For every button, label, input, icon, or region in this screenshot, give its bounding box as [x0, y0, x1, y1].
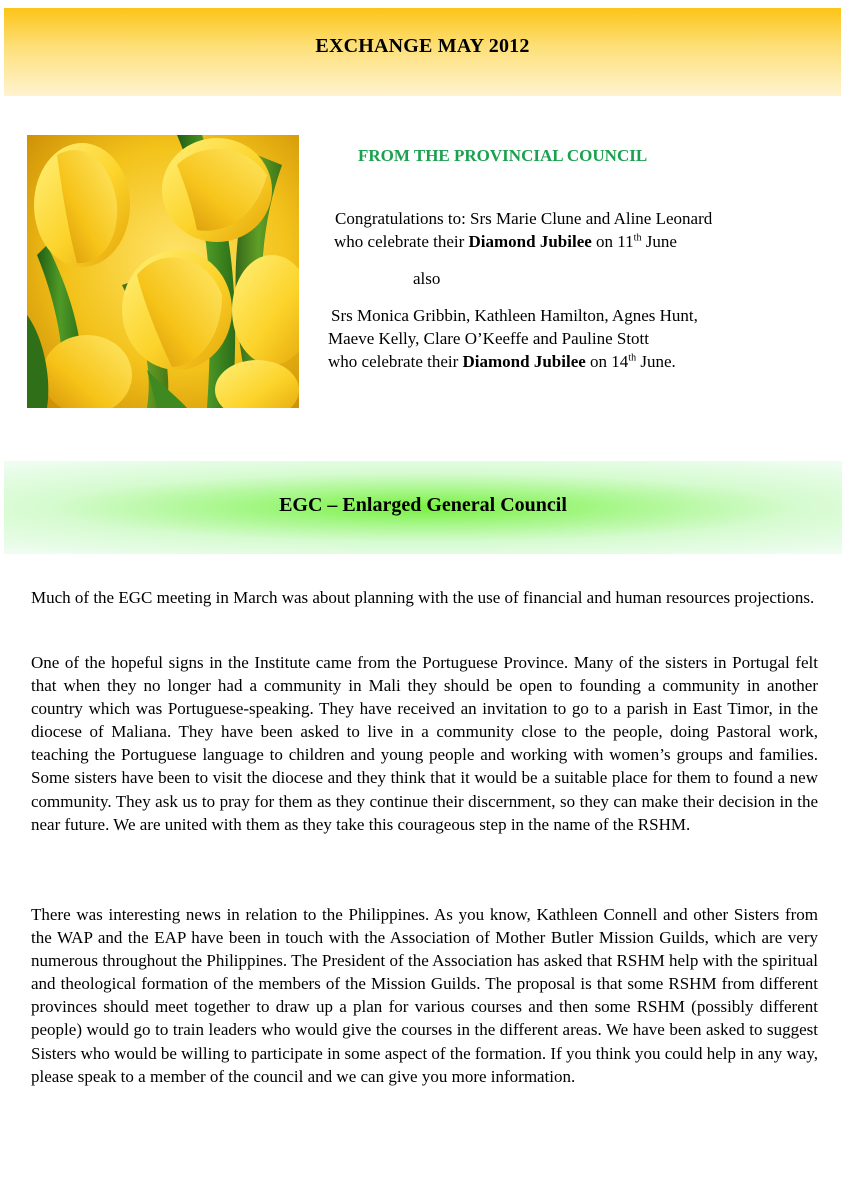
paragraph-portuguese-province: One of the hopeful signs in the Institute came from the Portuguese Province. Many of the sisters in Portugal felt that when they no longer had a community in Mali they should be open to founding a community in another country which was Portuguese-speaking. They have received an invitation to go to a parish in East Timor, in the diocese of Maliana. They have been asked to live in a community close to the people, doing Pastoral work, teaching the Portuguese language to children and young people and working with women’s groups and families. Some sisters have been to visit the diocese and they think that it would be a suitable place for them to found a new community. They ask us to pray for them as they continue their discernment, so they can make their decision in the near future. We are united with them as they take this courageous step in the name of the RSHM. — [31, 653, 818, 834]
egc-banner — [4, 461, 842, 554]
provincial-council-heading: FROM THE PROVINCIAL COUNCIL — [358, 146, 648, 165]
sisters-line-2: Maeve Kelly, Clare O’Keeffe and Pauline Stott — [328, 329, 650, 348]
egc-heading: EGC – Enlarged General Council — [279, 494, 567, 516]
yellow-tulips-image — [27, 135, 299, 408]
paragraph-philippines: There was interesting news in relation to the Philippines. As you know, Kathleen Connell and other Sisters from the WAP and the EAP have been in touch with the Association of Mother Butler Mission Guilds, which are very numerous throughout the Philippines. The President of the Association has asked that RSHM help with the spiritual and theological formation of the members of the Mission Guilds. The proposal is that some RSHM from different provinces should meet together to draw up a plan for various courses and then some RSHM (possibly different people) would go to train leaders who would give the courses in the different areas. We have been asked to suggest Sisters who would be willing to participate in some aspect of the formation. If you think you could help in any way, please speak to a member of the council and we can give you more information. — [31, 905, 818, 1086]
paragraph-egc-planning: Much of the EGC meeting in March was about planning with the use of financial and human resources projections. — [31, 588, 815, 607]
jubilee-line-2: who celebrate their Diamond Jubilee on 14th June. — [328, 352, 676, 371]
tulips-illustration — [27, 135, 299, 408]
page-title: EXCHANGE MAY 2012 — [315, 34, 530, 57]
jubilee-line-1: who celebrate their Diamond Jubilee on 11th June — [334, 232, 677, 251]
header-banner — [4, 8, 841, 96]
also-text: also — [413, 269, 441, 288]
sisters-line-1: Srs Monica Gribbin, Kathleen Hamilton, Agnes Hunt, — [331, 306, 698, 325]
congratulations-line: Congratulations to: Srs Marie Clune and Aline Leonard — [335, 209, 713, 228]
